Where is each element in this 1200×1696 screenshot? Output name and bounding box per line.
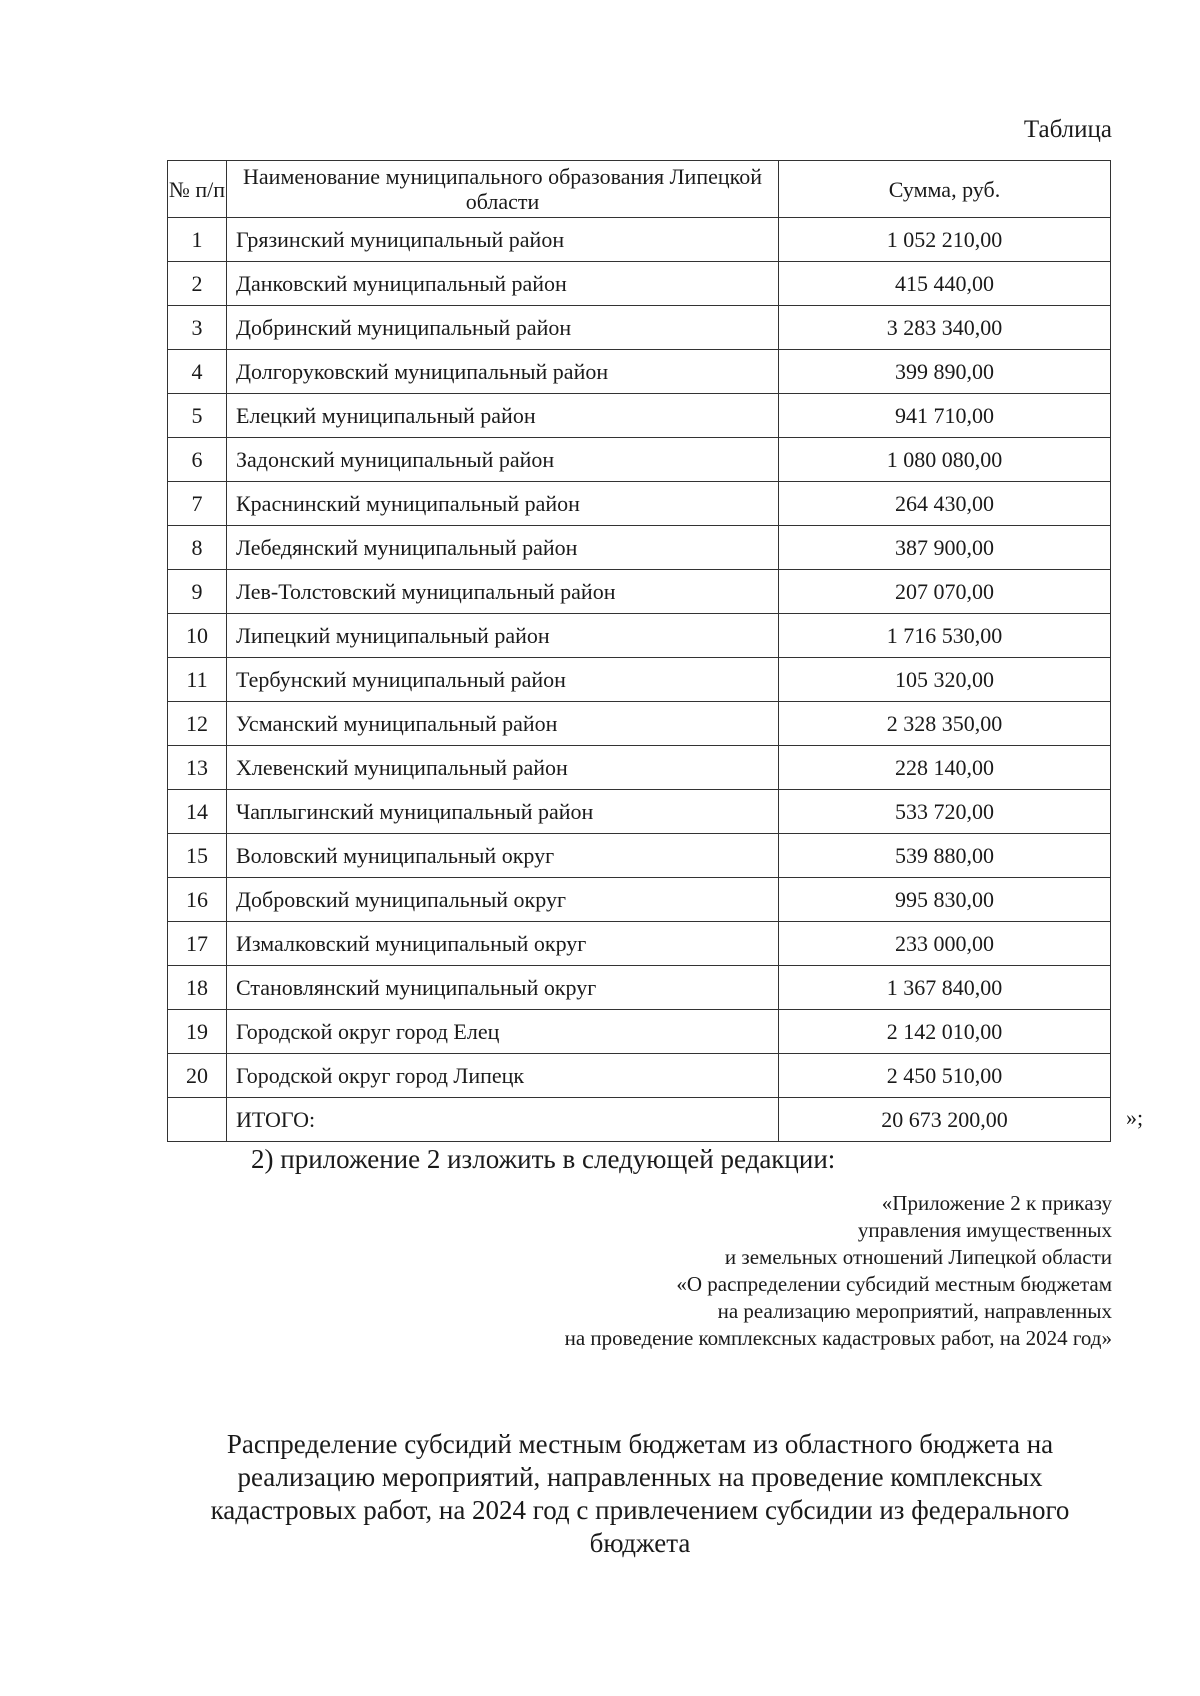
heading-line: кадастровых работ, на 2024 год с привлечением субсидии из федерального: [210, 1495, 1070, 1525]
appendix-line: и земельных отношений Липецкой области: [724, 1245, 1112, 1269]
row-sum: 20 673 200,00: [779, 1098, 1111, 1142]
instruction-text: 2) приложение 2 изложить в следующей редакции:: [251, 1144, 836, 1174]
appendix-line: «Приложение 2 к приказу: [881, 1191, 1112, 1215]
row-name: Краснинский муниципальный район: [227, 482, 779, 526]
total-row: [168, 1098, 1111, 1142]
row-sum: 2 450 510,00: [779, 1054, 1111, 1098]
row-sum: 228 140,00: [779, 746, 1111, 790]
row-number: 1: [168, 218, 227, 262]
header-name: Наименование муниципального образования Липецкой области: [227, 161, 779, 218]
row-number: 9: [168, 570, 227, 614]
table-row: [168, 570, 1111, 614]
row-sum: 941 710,00: [779, 394, 1111, 438]
table-row: [168, 438, 1111, 482]
row-number: 3: [168, 306, 227, 350]
table-row: [168, 834, 1111, 878]
row-name: ИТОГО:: [227, 1098, 779, 1142]
appendix-reference: [565, 1190, 1112, 1352]
row-number: 4: [168, 350, 227, 394]
table-row: [168, 218, 1111, 262]
heading-line: бюджета: [589, 1528, 691, 1558]
table-row: [168, 482, 1111, 526]
table-body: [168, 218, 1111, 1142]
table-row: [168, 350, 1111, 394]
table-row: [168, 526, 1111, 570]
row-sum: 2 142 010,00: [779, 1010, 1111, 1054]
table-row: [168, 746, 1111, 790]
closing-quote: »;: [1126, 1105, 1144, 1130]
table-row: [168, 790, 1111, 834]
row-number: 8: [168, 526, 227, 570]
row-name: Тербунский муниципальный район: [227, 658, 779, 702]
row-number: 10: [168, 614, 227, 658]
row-number: 12: [168, 702, 227, 746]
row-sum: 995 830,00: [779, 878, 1111, 922]
row-name: Добринский муниципальный район: [227, 306, 779, 350]
row-number: 14: [168, 790, 227, 834]
table-row: [168, 966, 1111, 1010]
row-sum: 539 880,00: [779, 834, 1111, 878]
row-name: Грязинский муниципальный район: [227, 218, 779, 262]
row-number: [168, 1098, 227, 1142]
row-name: Лев-Толстовский муниципальный район: [227, 570, 779, 614]
header-sum: Сумма, руб.: [779, 161, 1111, 218]
row-sum: 1 080 080,00: [779, 438, 1111, 482]
row-sum: 233 000,00: [779, 922, 1111, 966]
heading-line: Распределение субсидий местным бюджетам из областного бюджета на: [226, 1429, 1054, 1459]
row-number: 19: [168, 1010, 227, 1054]
row-name: Городской округ город Липецк: [227, 1054, 779, 1098]
table-row: [168, 878, 1111, 922]
row-name: Липецкий муниципальный район: [227, 614, 779, 658]
row-number: 2: [168, 262, 227, 306]
row-name: Задонский муниципальный район: [227, 438, 779, 482]
row-name: Воловский муниципальный округ: [227, 834, 779, 878]
document-heading: [170, 1428, 1110, 1560]
row-name: Добровский муниципальный округ: [227, 878, 779, 922]
row-sum: 1 052 210,00: [779, 218, 1111, 262]
row-sum: 1 367 840,00: [779, 966, 1111, 1010]
row-number: 18: [168, 966, 227, 1010]
table-row: [168, 922, 1111, 966]
row-sum: 387 900,00: [779, 526, 1111, 570]
table-row: [168, 1054, 1111, 1098]
appendix-line: на проведение комплексных кадастровых работ, на 2024 год»: [564, 1326, 1112, 1350]
table-row: [168, 614, 1111, 658]
row-sum: 399 890,00: [779, 350, 1111, 394]
row-sum: 415 440,00: [779, 262, 1111, 306]
table-row: [168, 702, 1111, 746]
row-number: 16: [168, 878, 227, 922]
row-number: 6: [168, 438, 227, 482]
table-row: [168, 658, 1111, 702]
row-name: Усманский муниципальный район: [227, 702, 779, 746]
table-caption: Таблица: [1023, 116, 1112, 143]
table-row: [168, 394, 1111, 438]
table-header-row: [168, 161, 1111, 218]
appendix-line: «О распределении субсидий местным бюджетам: [676, 1272, 1112, 1296]
row-name: Лебедянский муниципальный район: [227, 526, 779, 570]
table-row: [168, 1010, 1111, 1054]
header-num: № п/п: [168, 161, 227, 218]
row-number: 20: [168, 1054, 227, 1098]
row-number: 7: [168, 482, 227, 526]
row-name: Становлянский муниципальный округ: [227, 966, 779, 1010]
row-name: Измалковский муниципальный округ: [227, 922, 779, 966]
row-number: 5: [168, 394, 227, 438]
table-row: [168, 306, 1111, 350]
row-name: Хлевенский муниципальный район: [227, 746, 779, 790]
appendix-line: на реализацию мероприятий, направленных: [717, 1299, 1112, 1323]
row-sum: 1 716 530,00: [779, 614, 1111, 658]
row-number: 13: [168, 746, 227, 790]
row-sum: 264 430,00: [779, 482, 1111, 526]
row-number: 17: [168, 922, 227, 966]
row-sum: 207 070,00: [779, 570, 1111, 614]
row-name: Данковский муниципальный район: [227, 262, 779, 306]
row-number: 11: [168, 658, 227, 702]
appendix-line: управления имущественных: [857, 1218, 1112, 1242]
row-sum: 105 320,00: [779, 658, 1111, 702]
row-name: Долгоруковский муниципальный район: [227, 350, 779, 394]
row-sum: 3 283 340,00: [779, 306, 1111, 350]
heading-line: реализацию мероприятий, направленных на проведение комплексных: [237, 1462, 1043, 1492]
table-row: [168, 262, 1111, 306]
row-sum: 533 720,00: [779, 790, 1111, 834]
subsidy-table: [167, 160, 1111, 1142]
row-number: 15: [168, 834, 227, 878]
row-name: Городской округ город Елец: [227, 1010, 779, 1054]
row-sum: 2 328 350,00: [779, 702, 1111, 746]
row-name: Чаплыгинский муниципальный район: [227, 790, 779, 834]
row-name: Елецкий муниципальный район: [227, 394, 779, 438]
